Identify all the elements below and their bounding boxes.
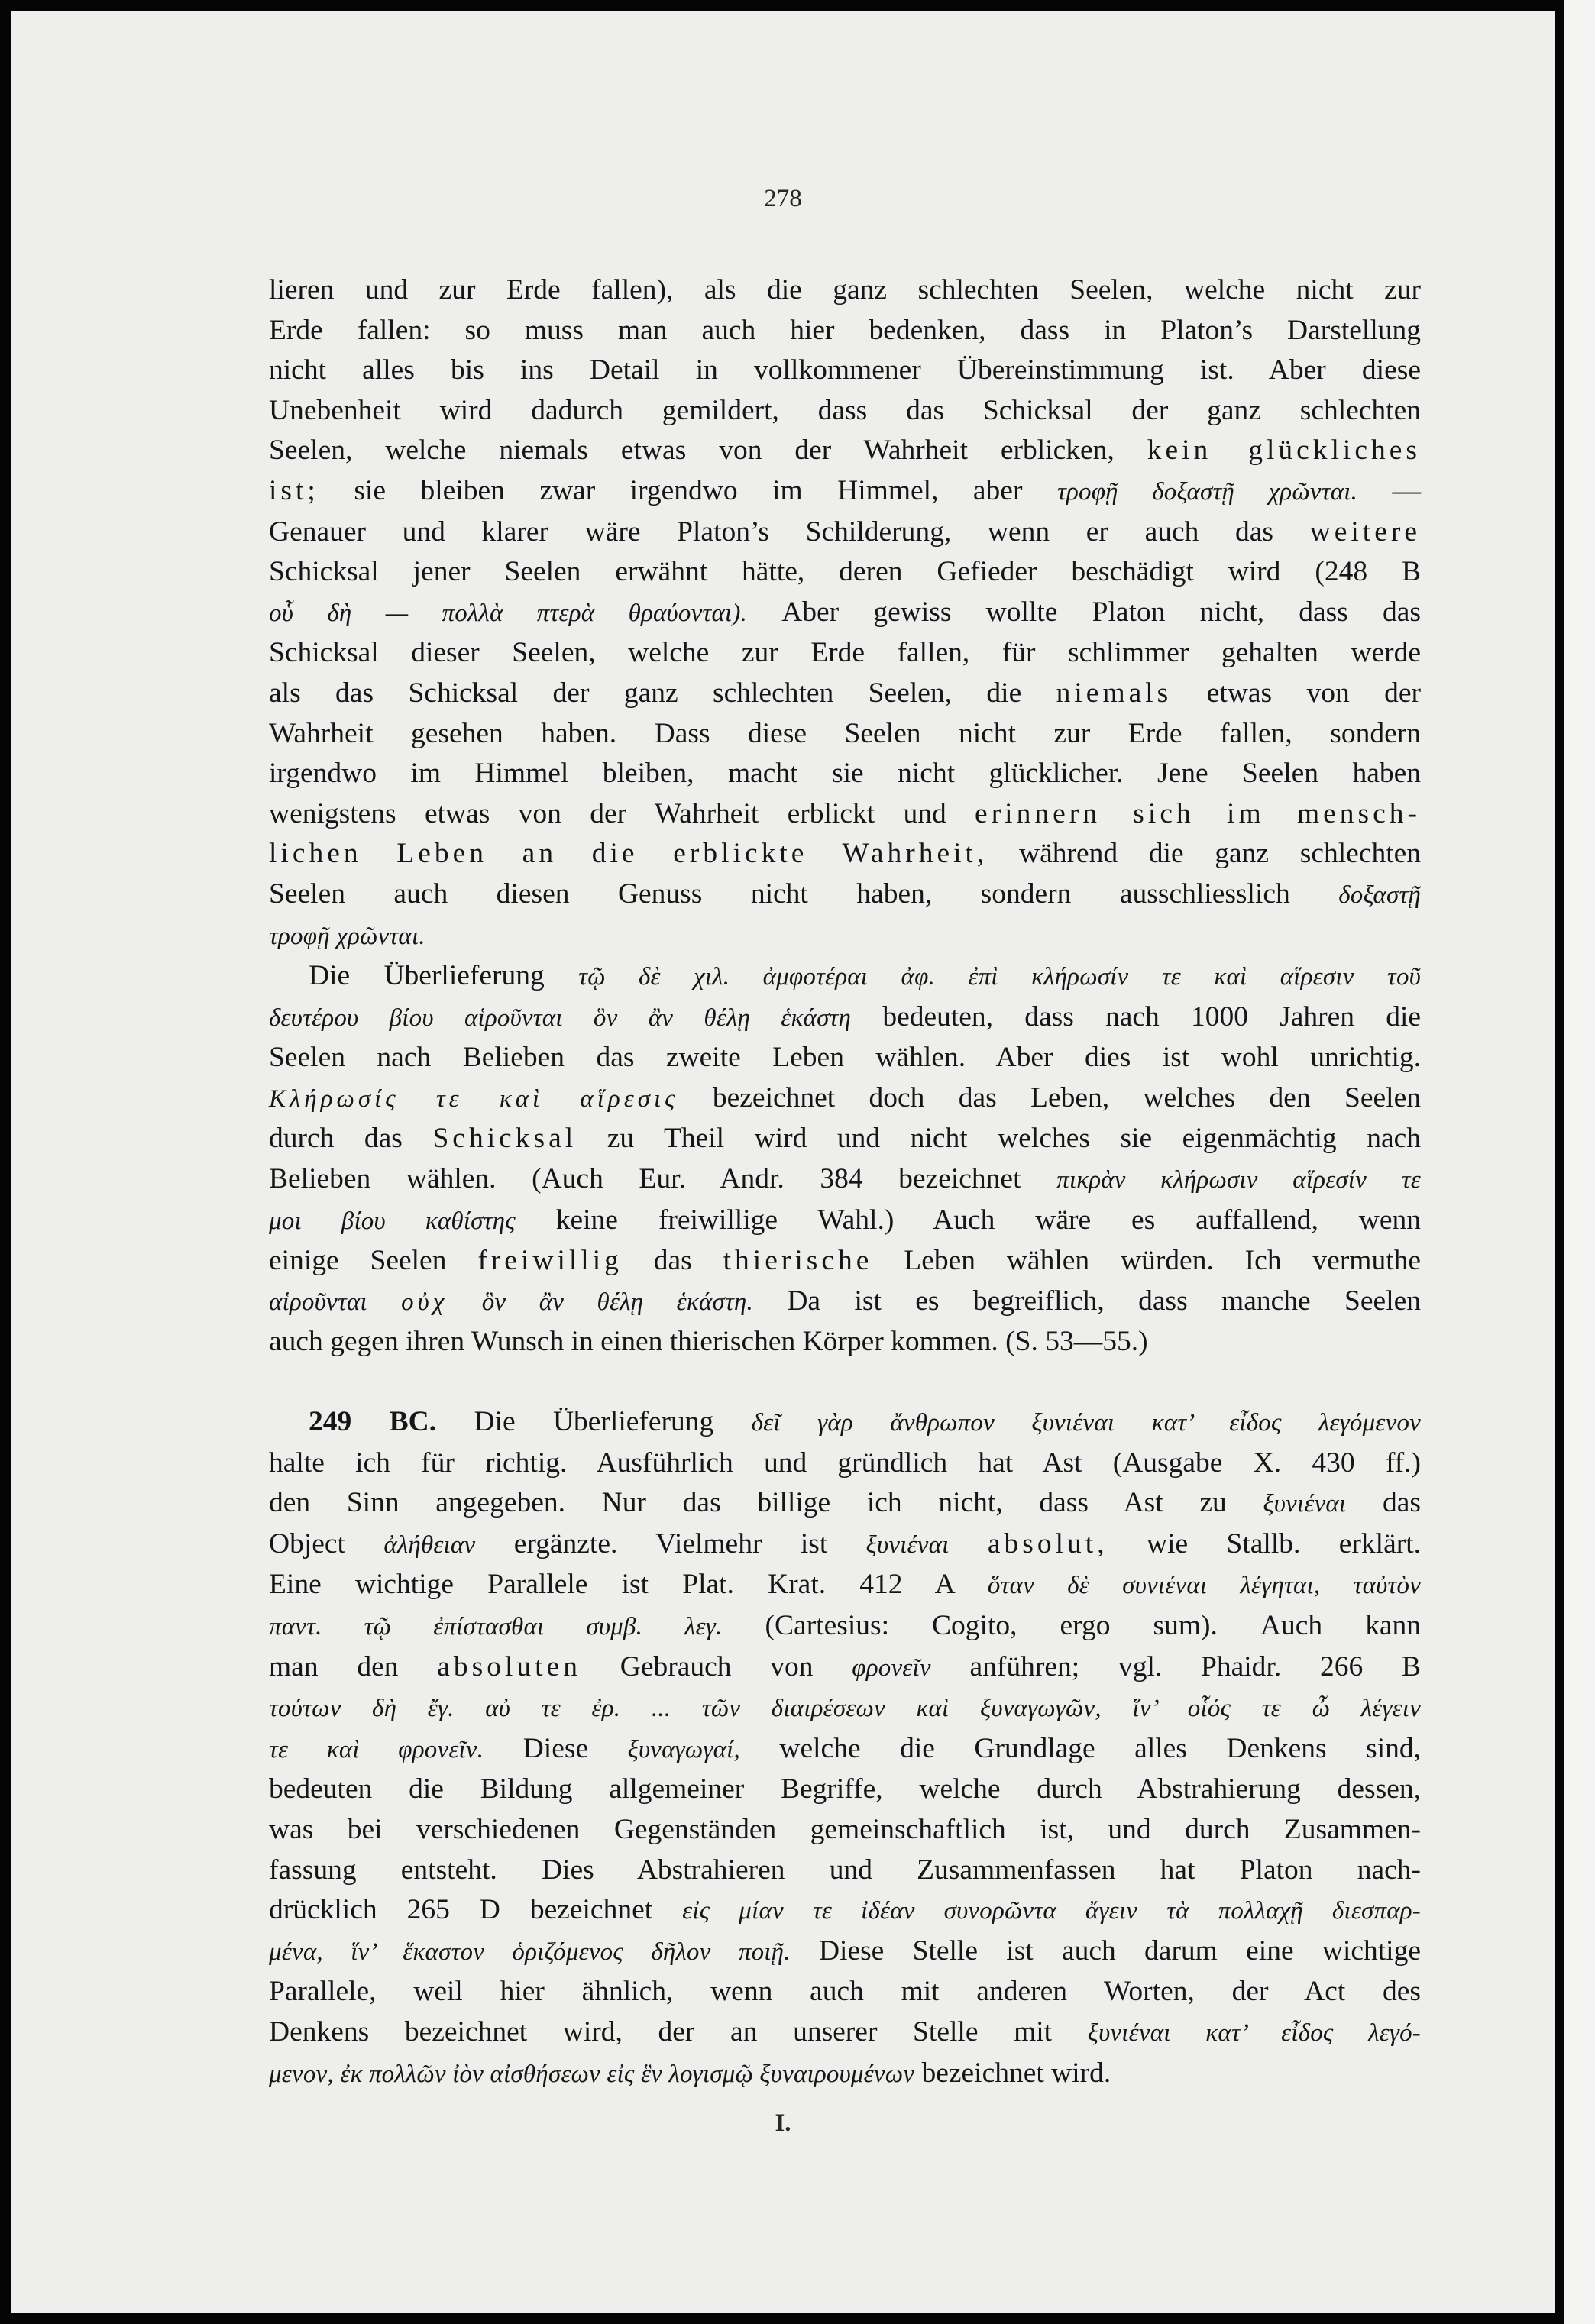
greek-quote: οὗ δὴ — πολλὰ πτερὰ θραύονται). <box>269 599 747 627</box>
paragraph-gap <box>269 1362 1421 1402</box>
text-line <box>269 956 1421 997</box>
greek-quote: ξυνιέναι <box>1263 1490 1347 1518</box>
emphasis-spaced: freiwillig <box>477 1245 623 1277</box>
emphasis-spaced: kein glückliches <box>1147 435 1421 467</box>
text-line <box>269 1159 1421 1201</box>
text-run: einige Seelen <box>269 1245 447 1277</box>
text-line: halte ich für richtig. Ausführlich und gründlich hat Ast (Ausgabe X. 430 ff.) <box>269 1446 1421 1479</box>
text-line <box>269 1524 1421 1566</box>
greek-quote: παντ. τῷ ἐπίστασθαι συμβ. λεγ. <box>269 1613 723 1640</box>
text-line: Wahrheit gesehen haben. Dass diese Seelen nicht zur Erde fallen, sondern <box>269 717 1421 749</box>
text-line <box>269 1402 1421 1443</box>
text-line <box>269 1647 1421 1689</box>
emphasis-spaced: erinnern sich im mensch- <box>975 797 1421 829</box>
emphasis-spaced: absolut, <box>987 1527 1108 1560</box>
text-line: Schicksal dieser Seelen, welche zur Erde fallen, für schlimmer gehalten werde <box>269 637 1421 669</box>
text-run: (Cartesius: Cogito, ergo sum). Auch kann <box>765 1610 1421 1641</box>
text-run: Genauer und klarer wäre Platon’s Schilderung, wenn er auch das <box>269 516 1273 548</box>
text-line <box>269 1729 1421 1770</box>
paragraph-1 <box>269 270 1421 956</box>
text-run: — <box>1392 474 1422 506</box>
text-line: lieren und zur Erde fallen), als die ganz schlechten Seelen, welche nicht zur <box>269 274 1421 305</box>
greek-quote: ὅταν δὲ συνιέναι λέγηται, ταὐτὸν <box>987 1572 1422 1600</box>
text-line <box>269 1201 1421 1242</box>
text-run: man den <box>269 1650 399 1682</box>
text-run: Aber gewiss wollte Platon nicht, dass das <box>781 596 1422 628</box>
text-line: was bei verschiedenen Gegenständen gemeinschaftlich ist, und durch Zusammen- <box>269 1813 1421 1845</box>
page-edge <box>1564 0 1595 2324</box>
text-run: Denkens bezeichnet wird, der an unserer Stelle mit <box>269 2015 1053 2048</box>
text-run: als das Schicksal der ganz schlechten Seelen, die <box>269 677 1022 709</box>
text-line <box>269 1565 1421 1606</box>
text-line <box>269 1606 1421 1647</box>
text-line <box>269 1931 1421 1973</box>
text-run: bedeuten, dass nach 1000 Jahren die <box>882 1000 1422 1033</box>
greek-quote: τροφῇ χρῶνται. <box>269 922 425 950</box>
greek-quote: αἱροῦνται <box>269 1288 367 1316</box>
page-text <box>269 270 1421 2094</box>
text-run: Object <box>269 1527 345 1560</box>
text-run: Belieben wählen. (Auch Eur. Andr. 384 bezeichnet <box>269 1163 1021 1195</box>
greek-quote: ἀλήθειαν <box>383 1530 476 1559</box>
greek-quote: ξυναγωγαί, <box>627 1735 740 1763</box>
emphasis-spaced: weitere <box>1309 516 1421 548</box>
text-run: Seelen auch diesen Genuss nicht haben, sondern ausschliesslich <box>269 878 1290 910</box>
greek-quote: οὐχ <box>401 1288 448 1316</box>
text-line <box>269 512 1421 553</box>
text-run: Gebrauch von <box>620 1650 814 1682</box>
greek-quote: μενον, ἐκ πολλῶν ἰὸν αἰσθήσεων εἰς ἓν λογισμῷ ξυναιρουμένων <box>269 2060 915 2088</box>
text-line <box>269 2054 1421 2095</box>
text-line <box>269 997 1421 1039</box>
text-run: Eine wichtige Parallele ist Plat. Krat. 412 A <box>269 1569 954 1601</box>
text-run: während die ganz schlechten <box>1019 838 1422 870</box>
text-run: den Sinn angegeben. Nur das billige ich nicht, dass Ast zu <box>269 1487 1227 1519</box>
greek-quote: μένα, ἵν’ ἕκαστον ὁριζόμενος δῆλον ποιῇ. <box>269 1938 791 1966</box>
text-line <box>269 1241 1421 1282</box>
greek-quote: εἰς μίαν τε ἰδέαν συνορῶντα ἄγειν τὰ πολλαχῇ διεσπαρ- <box>682 1897 1421 1925</box>
greek-quote: τροφῇ δοξαστῇ χρῶνται. <box>1056 477 1358 506</box>
greek-quote: ξυνιέναι <box>865 1530 950 1559</box>
text-run: Diese Stelle ist auch darum eine wichtige <box>818 1935 1421 1967</box>
text-line <box>269 471 1421 512</box>
greek-quote: τούτων δὴ ἔγ. αὐ τε ἐρ. ... τῶν διαιρέσεων καὶ ξυναγωγῶν, ἵν’ οἷός τε ὦ λέγειν <box>269 1695 1421 1723</box>
text-line: Erde fallen: so muss man auch hier bedenken, dass in Platon’s Darstellung <box>269 314 1421 346</box>
text-line <box>269 1688 1421 1729</box>
text-run: bezeichnet wird. <box>921 2057 1111 2089</box>
text-run: Diese <box>522 1732 589 1764</box>
text-run: bezeichnet doch das Leben, welches den Seelen <box>712 1081 1421 1114</box>
text-run: Seelen, welche niemals etwas von der Wahrheit erblicken, <box>269 435 1115 467</box>
text-line <box>269 916 1421 957</box>
greek-quote: ὃν ἂν θέλῃ ἑκάστη. <box>481 1288 753 1316</box>
text-run: wie Stallb. erklärt. <box>1146 1527 1422 1560</box>
text-line <box>269 834 1421 874</box>
greek-quote: φρονεῖν <box>852 1653 931 1682</box>
text-line: auch gegen ihren Wunsch in einen thierischen Körper kommen. (S. 53—55.) <box>269 1326 1148 1358</box>
text-line: Parallele, weil hier ähnlich, wenn auch mit anderen Worten, der Act des <box>269 1976 1421 2008</box>
text-run: sie bleiben zwar irgendwo im Himmel, aber <box>354 474 1023 506</box>
greek-quote: δευτέρου βίου αἱροῦνται ὃν ἂν θέλῃ ἑκάστη <box>269 1004 852 1032</box>
text-run: wenigstens etwas von der Wahrheit erblickt und <box>269 797 946 829</box>
text-run: durch das <box>269 1123 403 1155</box>
greek-quote: δοξαστῇ <box>1338 881 1422 909</box>
text-line: Seelen nach Belieben das zweite Leben wählen. Aber dies ist wohl unrichtig. <box>269 1042 1421 1074</box>
text-line <box>269 794 1421 835</box>
text-line: fassung entsteht. Dies Abstrahieren und Zusammenfassen hat Platon nach- <box>269 1854 1421 1886</box>
text-run: das <box>1383 1487 1421 1519</box>
signature-mark: I. <box>775 2109 791 2137</box>
text-run: anführen; vgl. Phaidr. 266 B <box>969 1650 1421 1682</box>
text-line <box>269 1119 1421 1159</box>
emphasis-spaced: niemals <box>1056 677 1173 709</box>
text-line: nicht alles bis ins Detail in vollkommener Übereinstimmung ist. Aber diese <box>269 354 1421 386</box>
paragraph-2 <box>269 956 1421 1362</box>
greek-quote: τε καὶ φρονεῖν. <box>269 1735 484 1763</box>
text-line: bedeuten die Bildung allgemeiner Begriffe, welche durch Abstrahierung dessen, <box>269 1773 1421 1805</box>
text-run: keine freiwillige Wahl.) Auch wäre es auffallend, wenn <box>555 1204 1421 1236</box>
emphasis-spaced: ist; <box>269 474 319 506</box>
text-run: Die Überlieferung <box>474 1406 714 1438</box>
text-line <box>269 593 1421 634</box>
text-run: Da ist es begreiflich, dass manche Seelen <box>787 1285 1422 1317</box>
paragraph-3 <box>269 1402 1421 2094</box>
text-run: ergänzte. Vielmehr ist <box>513 1527 828 1560</box>
text-run: welche die Grundlage alles Denkens sind, <box>779 1732 1421 1764</box>
text-line <box>269 674 1421 714</box>
emphasis-spaced: thierische <box>723 1245 873 1277</box>
text-line <box>269 1890 1421 1931</box>
text-run: Die Überlieferung <box>309 960 545 992</box>
greek-quote: δεῖ γὰρ ἄνθρωπον ξυνιέναι κατ’ εἶδος λεγόμενον <box>751 1409 1421 1437</box>
greek-quote: ξυνιέναι κατ’ εἶδος λεγό- <box>1087 2019 1421 2047</box>
text-line: irgendwo im Himmel bleiben, macht sie nicht glücklicher. Jene Seelen haben <box>269 758 1421 790</box>
text-run: etwas von der <box>1206 677 1422 709</box>
text-line <box>269 1078 1421 1120</box>
greek-quote: πικρὰν κλήρωσιν αἵρεσίν τε <box>1056 1166 1421 1194</box>
book-page <box>11 11 1555 2313</box>
text-line <box>269 431 1421 471</box>
greek-quote: Κλήρωσίς τε καὶ αἵρεσις <box>269 1084 679 1113</box>
text-run: Leben wählen würden. Ich vermuthe <box>904 1245 1422 1277</box>
text-run: drücklich 265 D bezeichnet <box>269 1894 653 1926</box>
greek-quote: τῷ δὲ χιλ. ἀμφοτέραι ἀφ. ἐπὶ κλήρωσίν τε καὶ αἵρεσιν τοῦ <box>578 963 1421 991</box>
text-run: zu Theil wird und nicht welches sie eigenmächtig nach <box>607 1123 1421 1155</box>
section-reference: 249 BC. <box>309 1406 437 1438</box>
greek-quote: μοι βίου καθίστης <box>269 1207 516 1235</box>
emphasis-spaced: Schicksal <box>432 1123 578 1155</box>
text-line <box>269 2012 1421 2054</box>
emphasis-spaced: absoluten <box>437 1650 581 1682</box>
text-line: Unebenheit wird dadurch gemildert, dass das Schicksal der ganz schlechten <box>269 394 1421 426</box>
text-line <box>269 1483 1421 1524</box>
page-number: 278 <box>764 185 802 212</box>
text-line <box>269 874 1421 916</box>
text-line <box>269 1282 1421 1323</box>
text-line: Schicksal jener Seelen erwähnt hätte, deren Gefieder beschädigt wird (248 B <box>269 556 1421 588</box>
text-run: das <box>653 1245 692 1277</box>
emphasis-spaced: lichen Leben an die erblickte Wahrheit, <box>269 838 988 870</box>
